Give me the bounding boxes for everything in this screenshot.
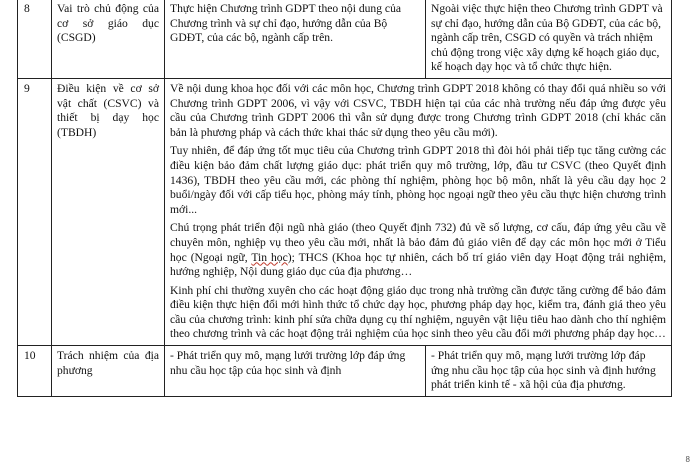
table-row (18, 346, 672, 397)
paragraph: Về nội dung khoa học đối với các môn học, Chương trình GDPT 2018 không có thay đổi quá nhiều so với Chương trình GDPT 2006, vì vậy với CSVC, TBDH hiện tại của các nhà trường nếu đáp ứng được yêu cầu của Chương trình GDPT 2006 thì vẫn sử dụng được trong Chương trình GDPT 2018 (chỉ khác căn bản là phương pháp và cách thức khai thác sử dụng theo yêu cầu mới). (170, 81, 666, 139)
spellcheck-marked-text: Tin học (251, 250, 288, 264)
row-number: 8 (18, 0, 52, 78)
text-span: Chú trọng phát triển đội ngũ nhà giáo (theo Quyết định 732) đủ về số lượng, cơ cấu, đáp ứng yêu cầu về chuyên môn, nghiệp vụ theo yêu cầu mới, nhất là bảo đảm đủ giáo viên để dạy các môn học mới ở Tiểu học (Ngoại ngữ, (170, 221, 666, 264)
criterion-cell: Trách nhiệm của địa phương (52, 346, 165, 397)
page-number: 8 (685, 455, 690, 464)
new-program-cell: Ngoài việc thực hiện theo Chương trình GDPT và sự chỉ đạo, hướng dẫn của Bộ GDĐT, của các bộ, ngành cấp trên, CSGD có quyền và trách nhiệm chủ động trong việc xây dựng kế hoạch giáo dục, kế hoạch dạy học và tổ chức thực hiện. (426, 0, 672, 78)
paragraph (170, 221, 666, 279)
paragraph: Kinh phí chi thường xuyên cho các hoạt động giáo dục trong nhà trường cần được tăng cường để bảo đảm điều kiện thực hiện đổi mới hình thức tổ chức dạy học, phương pháp dạy học, kiểm tra, đánh giá theo yêu cầu của chương trình: kinh phí sửa chữa dụng cụ thí nghiệm, nguyên vật liệu tiêu hao dành cho thí nghiệm theo chương trình và các hoạt động trải nghiệm của học sinh theo yêu cầu đổi mới phương pháp dạy học… (170, 283, 666, 341)
criterion-cell: Vai trò chủ động của cơ sở giáo dục (CSGD) (52, 0, 165, 78)
merged-content-cell (165, 78, 672, 345)
paragraph: Tuy nhiên, để đáp ứng tốt mục tiêu của Chương trình GDPT 2018 thì đòi hỏi phải tiếp tục tăng cường các điều kiện bảo đảm chất lượng giáo dục: phát triển quy mô trường, lớp, đầu tư CSVC (theo Quyết định 1436), TBDH theo yêu cầu mới, các phòng thí nghiệm, phòng học bộ môn, nhất là yêu cầu dạy học 2 buổi/ngày đối với cấp tiểu học, phòng máy tính, phòng học ngoại ngữ theo yêu cầu thực hiện chương trình mới... (170, 144, 666, 216)
criterion-cell: Điều kiện về cơ sở vật chất (CSVC) và thiết bị dạy học (TBDH) (52, 78, 165, 345)
text-span: ); THCS (Khoa học tự nhiên, cách bố trí giáo viên dạy Hoạt động trải nghiệm, hướng nghiệp, Nội dung giáo dục của địa phương… (170, 250, 666, 279)
row-number: 10 (18, 346, 52, 397)
comparison-table (17, 0, 672, 397)
table-row (18, 0, 672, 78)
new-program-cell: - Phát triển quy mô, mạng lưới trường lớp đáp ứng nhu cầu học tập của học sinh và định hướng phát triển kinh tế - xã hội của địa phương. (426, 346, 672, 397)
table-row (18, 78, 672, 345)
old-program-cell: - Phát triển quy mô, mạng lưới trường lớp đáp ứng nhu cầu học tập của học sinh và định (165, 346, 426, 397)
row-number: 9 (18, 78, 52, 345)
old-program-cell: Thực hiện Chương trình GDPT theo nội dung của Chương trình và sự chỉ đạo, hướng dẫn của Bộ GDĐT, của các bộ, ngành cấp trên. (165, 0, 426, 78)
